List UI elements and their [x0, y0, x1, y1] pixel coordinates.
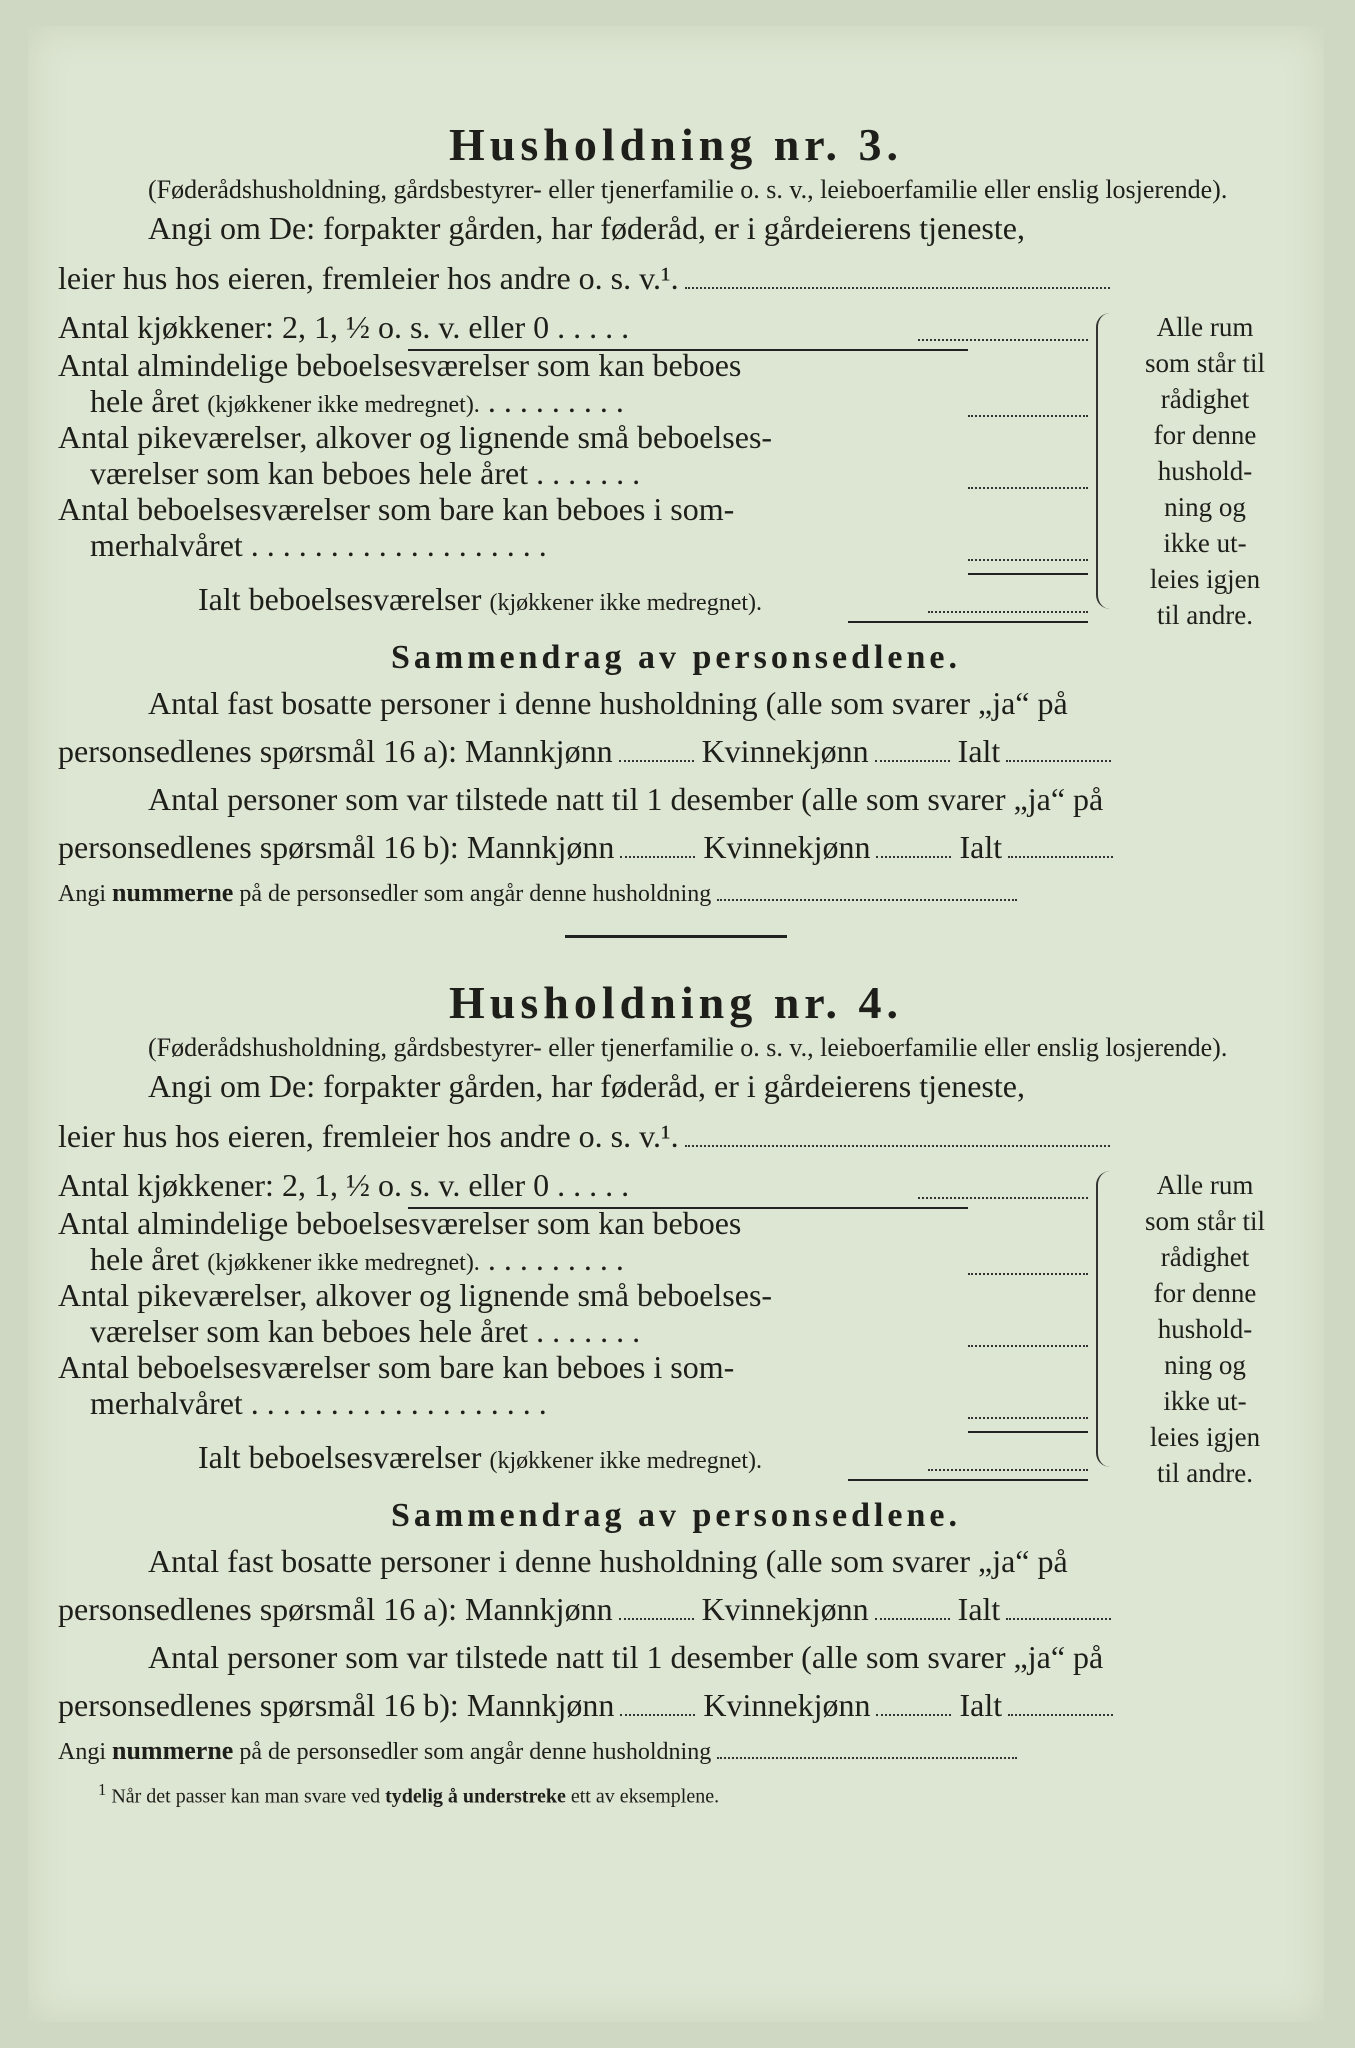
- rooms-block: [58, 305, 1294, 630]
- rule: [968, 573, 1088, 575]
- resident-male-field[interactable]: [619, 759, 694, 762]
- small-rooms-label: Antal pikeværelser, alkover og lignende små beboelses-: [58, 419, 773, 455]
- section-divider: [565, 935, 787, 938]
- question-line-2: leier hus hos eieren, fremleier hos andre o. s. v.¹.: [58, 1113, 1294, 1163]
- small-rooms-label-2: værelser som kan beboes hele året . . . . . . .: [90, 1313, 641, 1349]
- resident-line-1: Antal fast bosatte personer i denne husholdning (alle som svarer „ja“ på: [148, 1543, 1068, 1579]
- summer-rooms-label: Antal beboelsesværelser som bare kan beboes i som-: [58, 491, 735, 527]
- ordinary-rooms-label-2: hele året (kjøkkener ikke medregnet). . . . . . . . . .: [90, 1241, 624, 1277]
- ordinary-rooms-answer-field[interactable]: [968, 1273, 1088, 1275]
- present-male-field[interactable]: [620, 1713, 695, 1716]
- resident-line-2: personsedlenes spørsmål 16 a): Mannkjønn Kvinnekjønn Ialt: [58, 1587, 1294, 1635]
- household-title: Husholdning nr. 4.: [449, 977, 903, 1028]
- present-line-1: Antal personer som var tilstede natt til 1 desember (alle som svarer „ja“ på: [148, 1639, 1104, 1675]
- small-rooms-label-2: værelser som kan beboes hele året . . . . . . .: [90, 455, 641, 491]
- kitchens-answer-field[interactable]: [918, 1197, 1088, 1199]
- arrangement-answer-field[interactable]: [685, 286, 1110, 289]
- household-4: [58, 974, 1294, 1775]
- side-brace: [1096, 1171, 1114, 1467]
- summary-title: Sammendrag av personsedlene.: [390, 1497, 962, 1534]
- question-line-2: leier hus hos eieren, fremleier hos andre o. s. v.¹.: [58, 255, 1294, 305]
- ordinary-rooms-label: Antal almindelige beboelsesværelser som kan beboes: [58, 347, 742, 383]
- small-rooms-label: Antal pikeværelser, alkover og lignende små beboelses-: [58, 1277, 773, 1313]
- rooms-block: [58, 1163, 1294, 1488]
- summary-title: Sammendrag av personsedlene.: [390, 639, 962, 676]
- summer-rooms-label-2: merhalvåret . . . . . . . . . . . . . . . . . . .: [90, 527, 547, 563]
- kitchens-label: Antal kjøkkener: 2, 1, ½ o. s. v. eller 0 . . . . .: [58, 1167, 630, 1203]
- total-rooms-label: Ialt beboelsesværelser (kjøkkener ikke medregnet).: [198, 581, 763, 617]
- total-rooms-label: Ialt beboelsesværelser (kjøkkener ikke medregnet).: [198, 1439, 763, 1475]
- present-total-field[interactable]: [1008, 855, 1113, 858]
- household-title: Husholdning nr. 3.: [449, 119, 903, 170]
- small-rooms-answer-field[interactable]: [968, 487, 1088, 489]
- household-note: (Føderådshusholdning, gårdsbestyrer- eller tjenerfamilie o. s. v., leieboerfamilie eller enslig losjerende).: [148, 1033, 1228, 1062]
- present-line-2: personsedlenes spørsmål 16 b): Mannkjønn Kvinnekjønn Ialt: [58, 825, 1294, 873]
- resident-female-field[interactable]: [875, 1617, 950, 1620]
- side-note: Alle rum som står til rådighet for denne hushold- ning og ikke ut- leies igjen til andre.: [1145, 1170, 1265, 1488]
- question-line-1: Angi om De: forpakter gården, har føderåd, er i gårdeierens tjeneste,: [148, 210, 1025, 246]
- resident-line-1: Antal fast bosatte personer i denne husholdning (alle som svarer „ja“ på: [148, 685, 1068, 721]
- total-rooms-answer-field[interactable]: [928, 1469, 1088, 1471]
- ordinary-rooms-answer-field[interactable]: [968, 415, 1088, 417]
- household-note: (Føderådshusholdning, gårdsbestyrer- eller tjenerfamilie o. s. v., leieboerfamilie eller enslig losjerende).: [148, 175, 1228, 204]
- person-numbers-field[interactable]: [717, 1756, 1017, 1759]
- kitchens-label: Antal kjøkkener: 2, 1, ½ o. s. v. eller 0 . . . . .: [58, 309, 630, 345]
- arrangement-answer-field[interactable]: [685, 1144, 1110, 1147]
- question-line-1: Angi om De: forpakter gården, har føderåd, er i gårdeierens tjeneste,: [148, 1068, 1025, 1104]
- ordinary-rooms-label-2: hele året (kjøkkener ikke medregnet). . . . . . . . . .: [90, 383, 624, 419]
- household-3: [58, 116, 1294, 917]
- resident-total-field[interactable]: [1006, 759, 1111, 762]
- footnote: $^1$ Når det passer kan man svare ved tydelig å understreke ett av eksemplene.: [98, 1780, 720, 1808]
- rule: [848, 621, 1088, 623]
- ordinary-rooms-label: Antal almindelige beboelsesværelser som kan beboes: [58, 1205, 742, 1241]
- resident-male-field[interactable]: [619, 1617, 694, 1620]
- present-line-2: personsedlenes spørsmål 16 b): Mannkjønn Kvinnekjønn Ialt: [58, 1683, 1294, 1731]
- side-brace: [1096, 313, 1114, 609]
- person-numbers-line: Angi nummerne på de personsedler som angår denne husholdning: [58, 1731, 1294, 1775]
- total-rooms-answer-field[interactable]: [928, 611, 1088, 613]
- form-page: [28, 26, 1324, 2022]
- rule: [968, 1431, 1088, 1433]
- resident-total-field[interactable]: [1006, 1617, 1111, 1620]
- kitchens-answer-field[interactable]: [918, 339, 1088, 341]
- present-male-field[interactable]: [620, 855, 695, 858]
- summer-rooms-label: Antal beboelsesværelser som bare kan beboes i som-: [58, 1349, 735, 1385]
- person-numbers-field[interactable]: [717, 898, 1017, 901]
- present-female-field[interactable]: [876, 1713, 951, 1716]
- summer-rooms-answer-field[interactable]: [968, 1417, 1088, 1419]
- resident-line-2: personsedlenes spørsmål 16 a): Mannkjønn Kvinnekjønn Ialt: [58, 729, 1294, 777]
- form-sheet: [58, 116, 1294, 1812]
- present-line-1: Antal personer som var tilstede natt til 1 desember (alle som svarer „ja“ på: [148, 781, 1104, 817]
- present-female-field[interactable]: [876, 855, 951, 858]
- summer-rooms-answer-field[interactable]: [968, 559, 1088, 561]
- person-numbers-line: Angi nummerne på de personsedler som angår denne husholdning: [58, 873, 1294, 917]
- present-total-field[interactable]: [1008, 1713, 1113, 1716]
- resident-female-field[interactable]: [875, 759, 950, 762]
- side-note: Alle rum som står til rådighet for denne hushold- ning og ikke ut- leies igjen til andre.: [1145, 312, 1265, 630]
- summer-rooms-label-2: merhalvåret . . . . . . . . . . . . . . . . . . .: [90, 1385, 547, 1421]
- small-rooms-answer-field[interactable]: [968, 1345, 1088, 1347]
- rule: [848, 1479, 1088, 1481]
